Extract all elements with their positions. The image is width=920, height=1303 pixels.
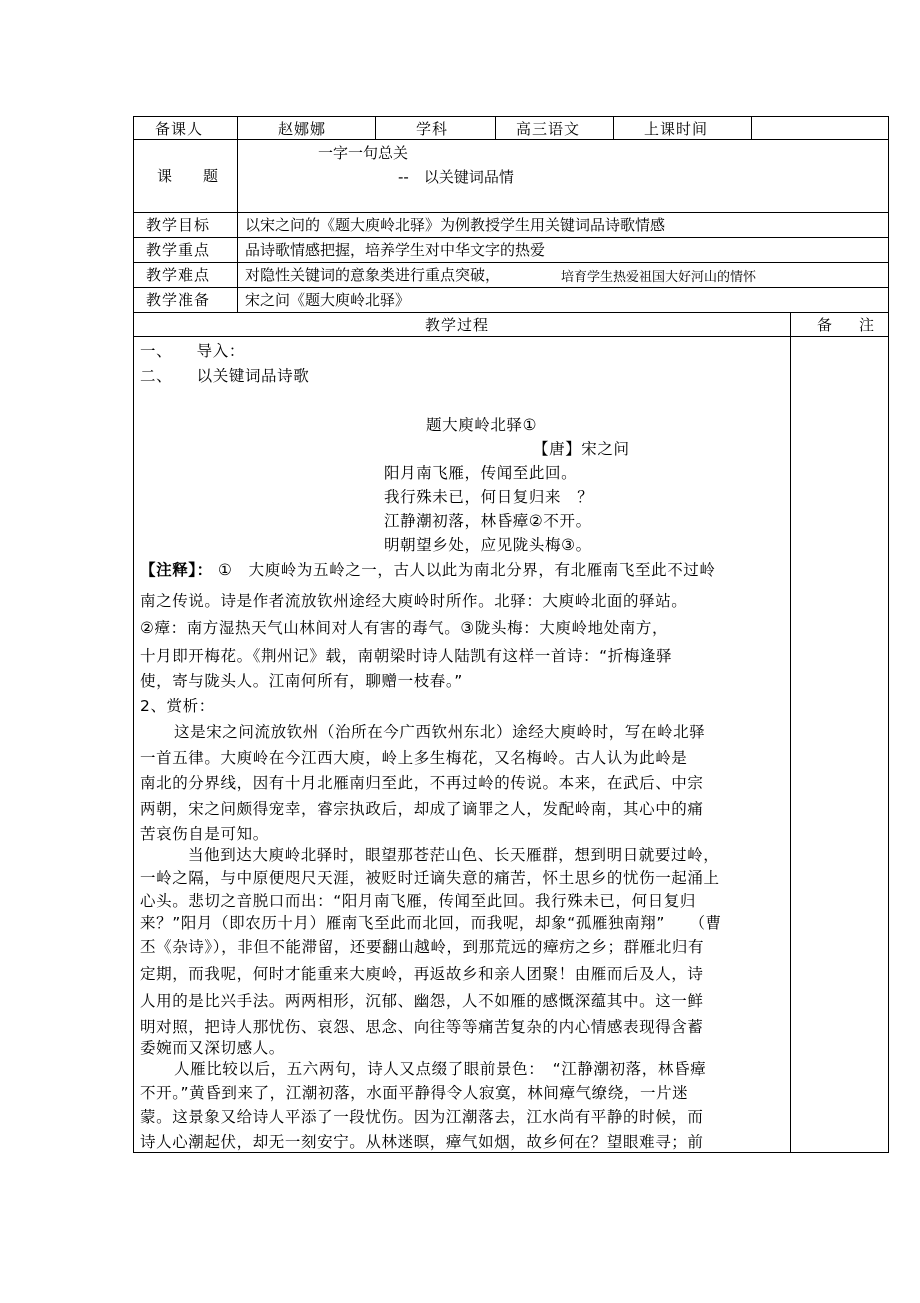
analysis-line: 两朝，宋之问颇得宠幸，睿宗执政后，却成了谪罪之人，发配岭南，其心中的痛: [140, 800, 704, 818]
analysis-line: 诗人心潮起伏，却无一刻安宁。从林迷暝，瘴气如烟，故乡何在？望眼难寻；前: [140, 1133, 704, 1151]
subject-label: 学科: [416, 120, 449, 138]
notes-label: 【注释】：: [140, 561, 213, 579]
row-divider: [133, 139, 889, 140]
analysis-line: 人用的是比兴手法。两两相形，沉郁、幽怨，人不如雁的感慨深蕴其中。这一鲜: [140, 992, 704, 1010]
topic-line-1: 一字一句总关: [318, 144, 409, 162]
topic-line-2: -- 以关键词品情: [398, 168, 514, 186]
row-divider: [133, 212, 889, 213]
poem-author: 【唐】宋之问: [533, 440, 630, 458]
poem-title: 题大庾岭北驿①: [426, 416, 538, 434]
notes-col-divider: [790, 312, 791, 1153]
table-top-border: [133, 116, 889, 117]
analysis-line: 丕《杂诗》），非但不能滞留，还要翻山越岭，到那荒远的瘴疠之乡；群雁北归有: [140, 938, 705, 956]
prep-label: 教学准备: [146, 291, 211, 309]
key-point-value: 品诗歌情感把握，培养学生对中华文字的热爱: [245, 241, 546, 259]
difficulty-label: 教学难点: [146, 266, 211, 284]
analysis-line: 这是宋之问流放钦州（治所在今广西钦州东北）途经大庾岭时，写在岭北驿: [174, 723, 706, 741]
preparer-label: 备课人: [155, 120, 204, 138]
analysis-line: 人雁比较以后，五六两句，诗人又点缀了眼前景色： “江静潮初落，林昏瘴: [174, 1060, 707, 1078]
goal-value: 以宋之问的《题大庾岭北驿》为例教授学生用关键词品诗歌情感: [245, 216, 666, 234]
analysis-line: 定期，而我呢，何时才能重来大庾岭，再返故乡和亲人团聚！由雁而后及人，诗: [140, 965, 704, 983]
poem-line: 江静潮初落，林昏瘴②不开。: [384, 512, 592, 530]
row-divider: [133, 237, 889, 238]
row-divider: [133, 312, 889, 313]
analysis-line: 一岭之隔，与中原便咫尺天涯，被贬时迁谪失意的痛苦，怀土思乡的忧伤一起涌上: [140, 869, 720, 887]
class-time-label: 上课时间: [644, 120, 709, 138]
preparer-name: 赵娜娜: [278, 120, 327, 138]
prep-value: 宋之问《题大庾岭北驿》: [245, 291, 411, 309]
analysis-line: 心头。悲切之音脱口而出：“阳月南飞雁，传闻至此回。我行殊未已，何日复归: [140, 892, 697, 910]
table-left-border: [133, 116, 134, 1153]
notes-line: 使，寄与陇头人。江南何所有，聊赠一枝春。”: [140, 672, 463, 690]
analysis-line: 不开。”黄昏到来了，江潮初落，水面平静得令人寂寞，林间瘴气缭绕，一片迷: [140, 1084, 689, 1102]
table-right-border: [888, 116, 889, 1153]
difficulty-value: 对隐性关键词的意象类进行重点突破，: [245, 266, 501, 284]
notes-line: 南之传说。诗是作者流放钦州途经大庾岭时所作。北驿：大庾岭北面的驿站。: [140, 592, 688, 610]
poem-line: 我行殊未已，何日复归来 ？: [384, 488, 594, 506]
analysis-line: 一首五律。大庾岭在今江西大庾，岭上多生梅花，又名梅岭。古人认为此岭是: [140, 749, 688, 767]
difficulty-extra: 培育学生热爱祖国大好河山的情怀: [561, 270, 757, 285]
col-divider: [613, 116, 614, 140]
notes-line: ②瘴：南方湿热天气山林间对人有害的毒气。③陇头梅：大庾岭地处南方，: [140, 619, 669, 637]
key-point-label: 教学重点: [146, 241, 211, 259]
analysis-line: 南北的分界线，因有十月北雁南归至此，不再过岭的传说。本来，在武后、中宗: [140, 774, 704, 792]
poem-line: 明朝望乡处，应见陇头梅③。: [384, 536, 592, 554]
analysis-line: 苦哀伤自是可知。: [140, 825, 269, 843]
notes-header: 备 注: [817, 316, 881, 334]
topic-label: 课 题: [157, 167, 227, 185]
notes-line: 十月即开梅花。《荆州记》载，南朝梁时诗人陆凯有这样一首诗：“折梅逢驿: [140, 647, 673, 665]
col-divider: [375, 116, 376, 140]
row-divider: [133, 287, 889, 288]
table-bottom-border: [133, 1152, 889, 1153]
goal-label: 教学目标: [146, 216, 211, 234]
notes-line: ① 大庾岭为五岭之一，古人以此为南北分界，有北雁南飞至此不过岭: [218, 561, 716, 579]
step-keywords: 二、 以关键词品诗歌: [140, 367, 310, 385]
col-divider: [751, 116, 752, 140]
analysis-line: 蒙。这景象又给诗人平添了一段忧伤。因为江潮落去，江水尚有平静的时候，而: [140, 1108, 704, 1126]
analysis-line: 委婉而又深切感人。: [140, 1039, 285, 1057]
col-divider: [495, 116, 496, 140]
process-header: 教学过程: [425, 316, 490, 334]
subject-value: 高三语文: [516, 120, 581, 138]
col-divider: [237, 116, 238, 312]
row-divider: [133, 262, 889, 263]
analysis-line: 明对照，把诗人那忧伤、哀怨、思念、向往等等痛苦复杂的内心情感表现得含蓄: [140, 1018, 704, 1036]
analysis-line: 当他到达大庾岭北驿时，眼望那苍茫山色、长天雁群，想到明日就要过岭，: [188, 846, 720, 864]
analysis-line: 来？”阳月（即农历十月）雁南飞至此而北回，而我呢，却象“孤雁独南翔” （曹: [140, 914, 722, 932]
poem-line: 阳月南飞雁，传闻至此回。: [384, 464, 578, 482]
analysis-label: 2、赏析：: [140, 697, 215, 715]
row-divider: [133, 336, 889, 337]
step-intro: 一、 导入：: [140, 342, 245, 360]
